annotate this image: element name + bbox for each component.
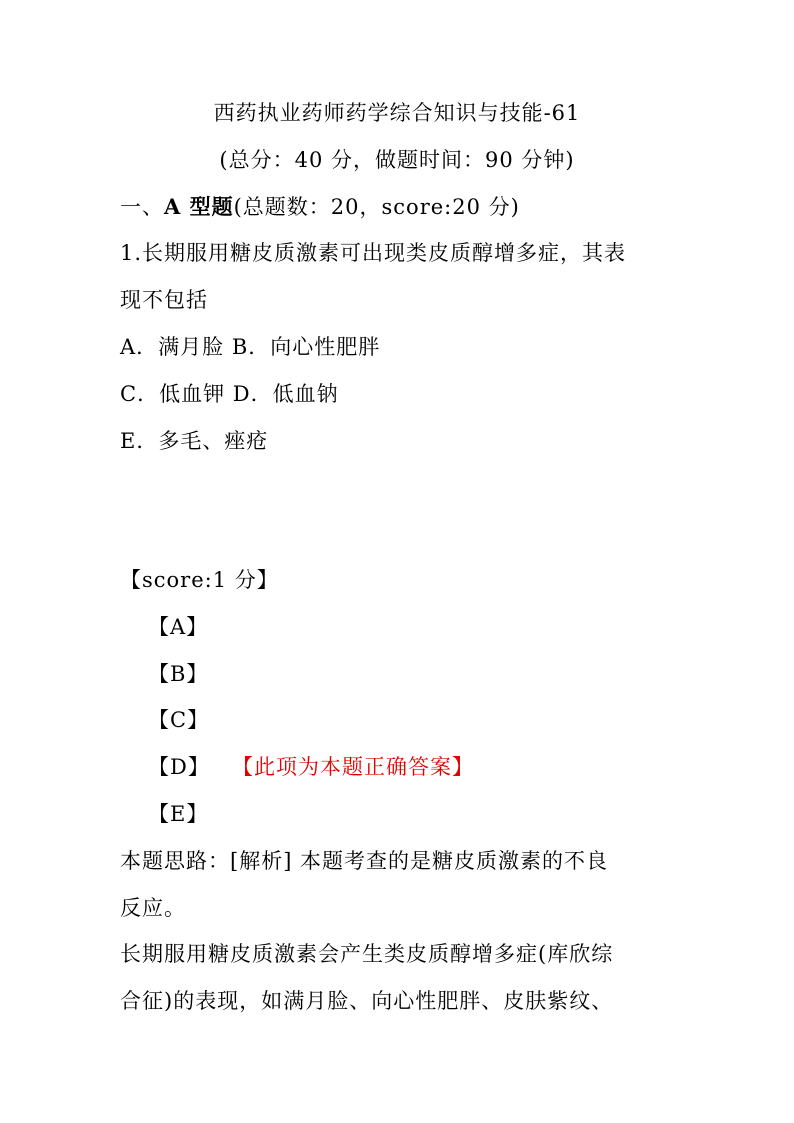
section-info: (总题数：20，score:20 分) — [233, 195, 520, 219]
question-stem-line-2: 现不包括 — [120, 288, 208, 312]
analysis-line-1: 本题思路：[解析] 本题考查的是糖皮质激素的不良 — [120, 849, 609, 873]
answer-choice-a: 【A】 — [148, 615, 209, 639]
answer-choice-d: 【D】 — [148, 755, 210, 779]
document-subtitle: (总分：40 分，做题时间：90 分钟) — [219, 148, 575, 172]
question-stem-line-1: 1.长期服用糖皮质激素可出现类皮质醇增多症，其表 — [120, 241, 627, 265]
section-prefix: 一、 — [120, 195, 164, 219]
question-options-line-3: E．多毛、痤疮 — [120, 429, 269, 453]
document-title: 西药执业药师药学综合知识与技能-61 — [213, 101, 581, 125]
analysis-line-4: 合征)的表现，如满月脸、向心性肥胖、皮肤紫纹、 — [120, 989, 614, 1013]
analysis-line-2: 反应。 — [120, 896, 186, 920]
analysis-line-3: 长期服用糖皮质激素会产生类皮质醇增多症(库欣综 — [120, 942, 614, 966]
answer-choice-c: 【C】 — [148, 708, 210, 732]
question-options-line-2: C．低血钾 D．低血钠 — [120, 382, 339, 406]
question-options-line-1: A．满月脸 B．向心性肥胖 — [120, 335, 381, 359]
section-name: A 型题 — [164, 194, 234, 219]
section-heading — [120, 194, 520, 220]
answer-choice-e: 【E】 — [148, 802, 209, 826]
score-label: 【score:1 分】 — [120, 568, 279, 592]
correct-answer-note: 【此项为本题正确答案】 — [232, 755, 474, 779]
answer-choice-b: 【B】 — [148, 662, 209, 686]
